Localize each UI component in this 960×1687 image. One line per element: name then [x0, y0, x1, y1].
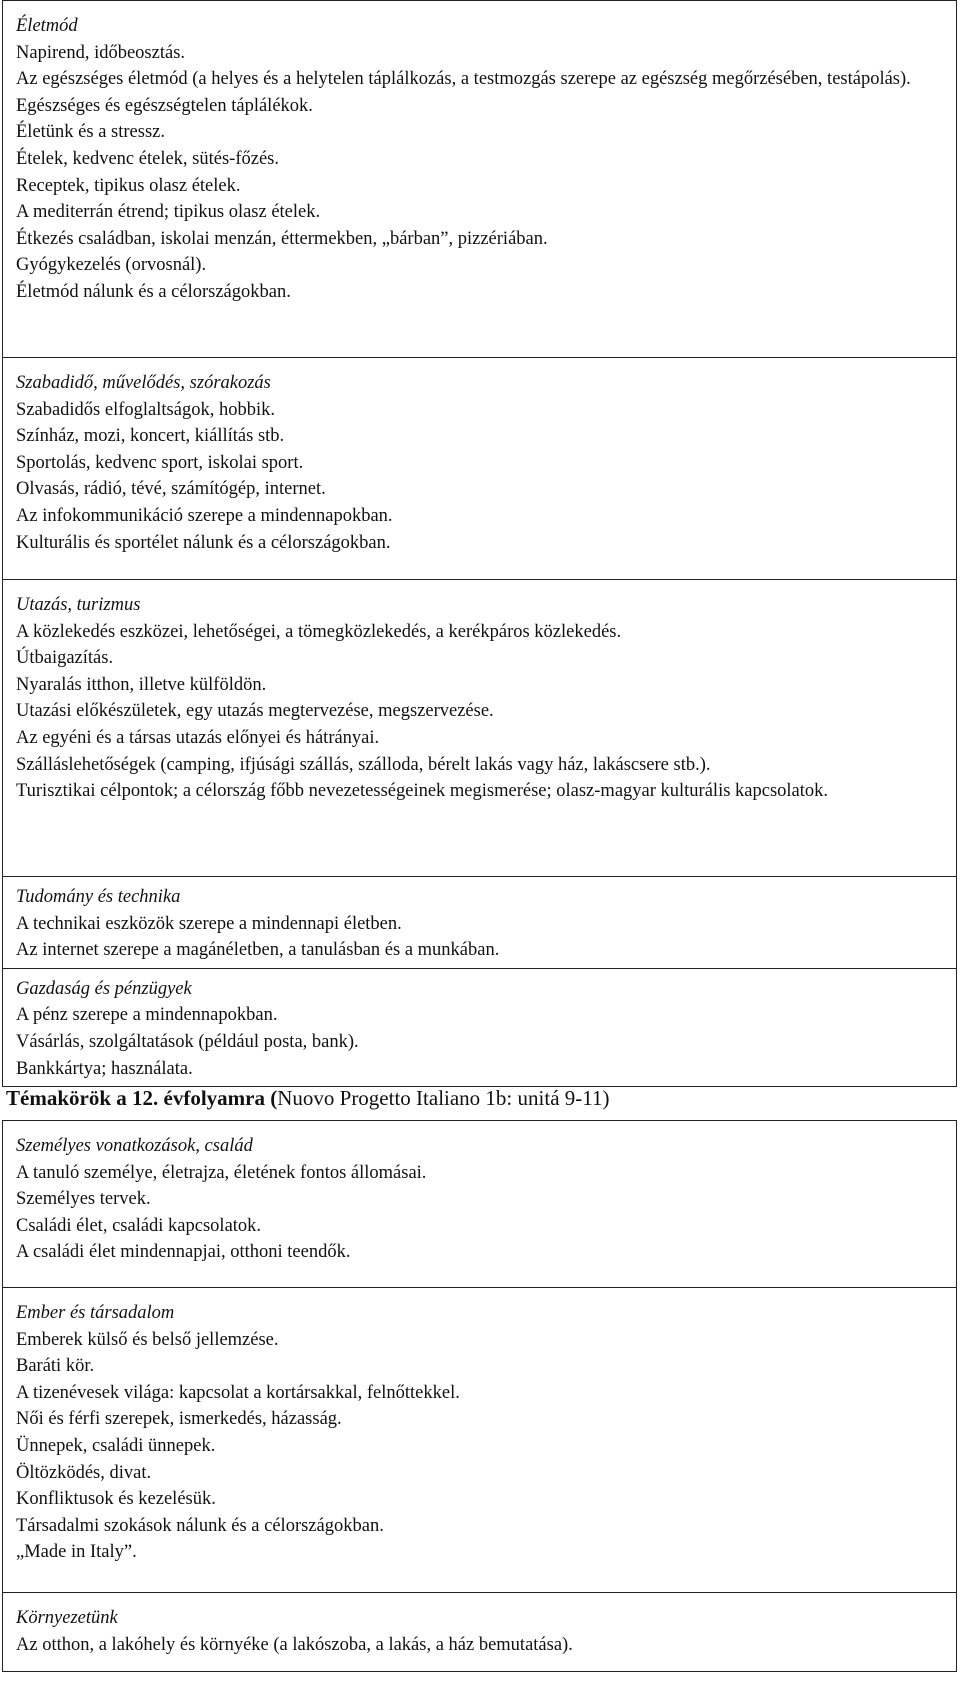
topic-line: Vásárlás, szolgáltatások (például posta, bank). [16, 1031, 359, 1052]
topic-line: Kulturális és sportélet nálunk és a célországokban. [16, 532, 391, 553]
topic-cell [3, 358, 957, 580]
topic-line: Társadalmi szokások nálunk és a célországokban. [16, 1515, 384, 1536]
topic-line: Utazási előkészületek, egy utazás megtervezése, megszervezése. [16, 701, 494, 722]
topic-line: Szabadidős elfoglaltságok, hobbik. [16, 399, 275, 420]
topic-line: A közlekedés eszközei, lehetőségei, a tömegközlekedés, a kerékpáros közlekedés. [16, 621, 622, 642]
topic-cell [3, 877, 957, 969]
topic-row [3, 580, 957, 877]
topic-line: Emberek külső és belső jellemzése. [16, 1329, 279, 1350]
topic-line: Útbaigazítás. [16, 648, 114, 669]
topic-line: A családi élet mindennapjai, otthoni teendők. [16, 1242, 351, 1263]
topic-line: A technikai eszközök szerepe a mindennapi életben. [16, 913, 402, 934]
topics-table-1 [2, 0, 957, 1087]
topic-line: Családi élet, családi kapcsolatok. [16, 1215, 262, 1236]
topic-line: A pénz szerepe a mindennapokban. [16, 1005, 278, 1026]
topic-row [3, 1, 957, 358]
topic-cell [3, 1121, 957, 1288]
topic-cell [3, 1288, 957, 1593]
topics-table-2 [2, 1120, 957, 1672]
topic-line: Bankkártya; használata. [16, 1058, 193, 1079]
topic-line: Az otthon, a lakóhely és környéke (a lakószoba, a lakás, a ház bemutatása). [16, 1634, 573, 1655]
topic-row [3, 1121, 957, 1288]
topic-cell [3, 1, 957, 358]
topic-row [3, 968, 957, 1086]
topic-line: Szálláslehetőségek (camping, ifjúsági szállás, szálloda, bérelt lakás vagy ház, lakáscsere stb.). [16, 754, 711, 775]
topic-line: Színház, mozi, koncert, kiállítás stb. [16, 426, 285, 447]
topic-line: Életmód nálunk és a célországokban. [16, 281, 291, 302]
topic-line: Turisztikai célpontok; a célország főbb nevezetességeinek megismerése; olasz-magyar kulturális kapcsolatok. [16, 781, 829, 802]
topic-row [3, 1288, 957, 1593]
topic-title: Életmód [16, 16, 78, 36]
topic-line: „Made in Italy”. [16, 1542, 137, 1563]
topic-title: Gazdaság és pénzügyek [16, 978, 192, 999]
topic-line: Az egyéni és a társas utazás előnyei és hátrányai. [16, 727, 380, 748]
topic-title: Ember és társadalom [16, 1303, 175, 1323]
topic-line: Olvasás, rádió, tévé, számítógép, internet. [16, 479, 326, 500]
topic-line: Étkezés családban, iskolai menzán, éttermekben, „bárban”, pizzériában. [16, 228, 548, 249]
heading-normal-part: Nuovo Progetto Italiano 1b: unitá 9-11) [277, 1086, 610, 1110]
topic-row [3, 877, 957, 969]
topic-line: Személyes tervek. [16, 1189, 151, 1210]
topic-title: Szabadidő, művelődés, szórakozás [16, 373, 271, 393]
topic-row [3, 1593, 957, 1672]
topic-cell [3, 968, 957, 1086]
topic-line: Sportolás, kedvenc sport, iskolai sport. [16, 452, 304, 473]
topic-line: A tanuló személye, életrajza, életének fontos állomásai. [16, 1162, 427, 1183]
topic-line: Egészséges és egészségtelen táplálékok. [16, 95, 313, 116]
topic-cell [3, 1593, 957, 1672]
topic-line: A mediterrán étrend; tipikus olasz ételek. [16, 202, 321, 223]
topic-line: Napirend, időbeosztás. [16, 42, 186, 63]
topic-line: Baráti kör. [16, 1356, 95, 1377]
topic-line: Ünnepek, családi ünnepek. [16, 1435, 216, 1456]
topic-title: Tudomány és technika [16, 887, 181, 907]
topic-line: Ételek, kedvenc ételek, sütés-főzés. [16, 148, 279, 169]
topic-line: Az egészséges életmód (a helyes és a helytelen táplálkozás, a testmozgás szerepe az egészség megőrzésében, testápolás). [16, 69, 911, 90]
topic-line: Életünk és a stressz. [16, 122, 165, 143]
grade-12-heading [6, 1086, 609, 1111]
topic-title: Utazás, turizmus [16, 595, 141, 615]
topic-line: Női és férfi szerepek, ismerkedés, házasság. [16, 1409, 342, 1430]
topic-cell [3, 580, 957, 877]
heading-bold-part: Témakörök a 12. évfolyamra ( [6, 1086, 278, 1110]
topic-row [3, 358, 957, 580]
topic-line: Nyaralás itthon, illetve külföldön. [16, 674, 267, 695]
topic-line: Az infokommunikáció szerepe a mindennapokban. [16, 505, 393, 526]
topic-line: Konfliktusok és kezelésük. [16, 1489, 216, 1510]
topic-line: Receptek, tipikus olasz ételek. [16, 175, 241, 196]
topic-line: Gyógykezelés (orvosnál). [16, 255, 207, 276]
topic-title: Környezetünk [16, 1608, 118, 1628]
topic-title: Személyes vonatkozások, család [16, 1136, 253, 1156]
topic-line: Öltözködés, divat. [16, 1462, 152, 1483]
topic-line: Az internet szerepe a magánéletben, a tanulásban és a munkában. [16, 940, 500, 961]
topic-line: A tizenévesek világa: kapcsolat a kortársakkal, felnőttekkel. [16, 1382, 460, 1403]
